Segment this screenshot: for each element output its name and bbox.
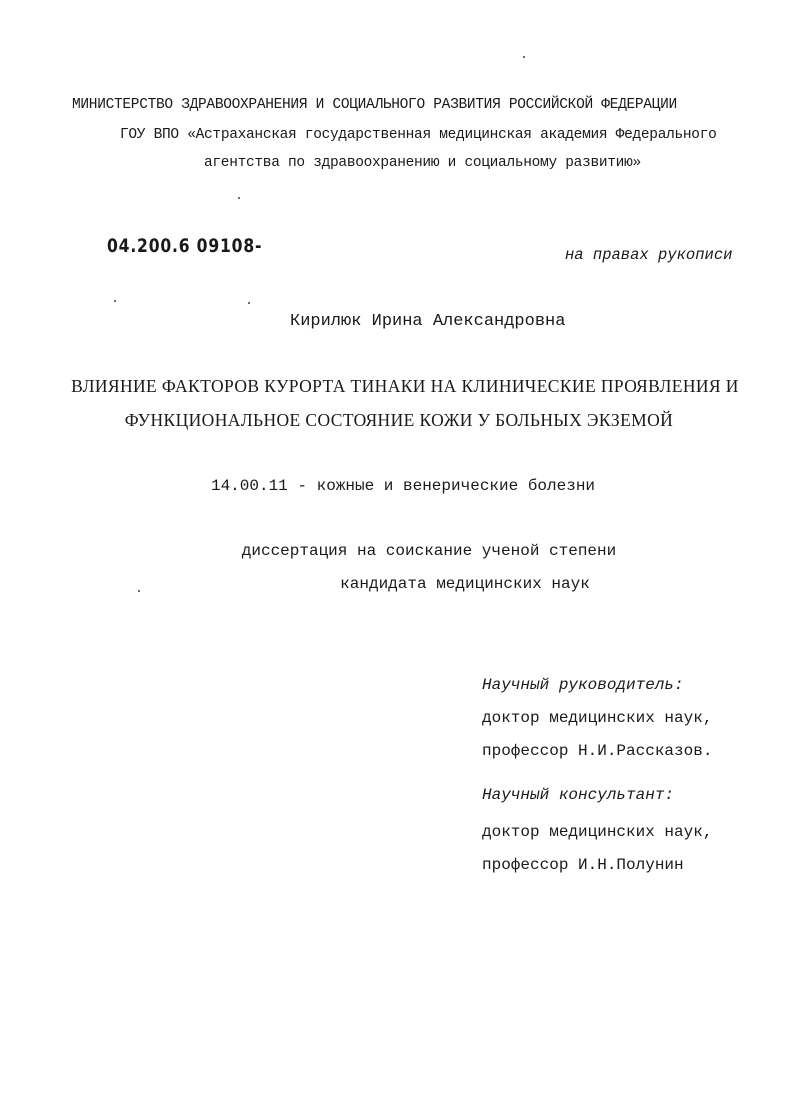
degree-line-2: кандидата медицинских наук (340, 575, 590, 593)
registration-number-text: 04.200.6 09108 (107, 235, 255, 257)
scan-speck (248, 302, 250, 304)
stamp-dash: ‐ (254, 235, 263, 257)
supervisor-label: Научный руководитель: (482, 676, 684, 694)
consultant-degree: доктор медицинских наук, (482, 823, 713, 841)
scan-speck (523, 56, 525, 58)
registration-number (107, 235, 262, 257)
author-name: Кирилюк Ирина Александровна (290, 312, 566, 331)
ministry-header: МИНИСТЕРСТВО ЗДРАВООХРАНЕНИЯ И СОЦИАЛЬНОГО РАЗВИТИЯ РОССИЙСКОЙ ФЕДЕРАЦИИ (72, 97, 677, 113)
supervisor-degree: доктор медицинских наук, (482, 709, 713, 727)
specialty-code: 14.00.11 - кожные и венерические болезни (210, 477, 596, 495)
supervisor-name: профессор Н.И.Рассказов. (482, 742, 713, 760)
consultant-label: Научный консультант: (482, 786, 675, 804)
rights-note: на правах рукописи (565, 246, 733, 264)
degree-line-1: диссертация на соискание ученой степени (241, 542, 617, 560)
scan-speck (238, 197, 240, 199)
scan-speck (114, 300, 116, 302)
dissertation-title-line-1: ВЛИЯНИЕ ФАКТОРОВ КУРОРТА ТИНАКИ НА КЛИНИЧЕСКИЕ ПРОЯВЛЕНИЯ И (71, 376, 739, 396)
dissertation-title-line-2: ФУНКЦИОНАЛЬНОЕ СОСТОЯНИЕ КОЖИ У БОЛЬНЫХ ЭКЗЕМОЙ (124, 410, 674, 430)
consultant-name: профессор И.Н.Полунин (482, 856, 684, 874)
institution-line-1: ГОУ ВПО «Астраханская государственная медицинская академия Федерального (120, 127, 717, 143)
institution-line-2: агентства по здравоохранению и социальному развитию» (204, 155, 641, 171)
